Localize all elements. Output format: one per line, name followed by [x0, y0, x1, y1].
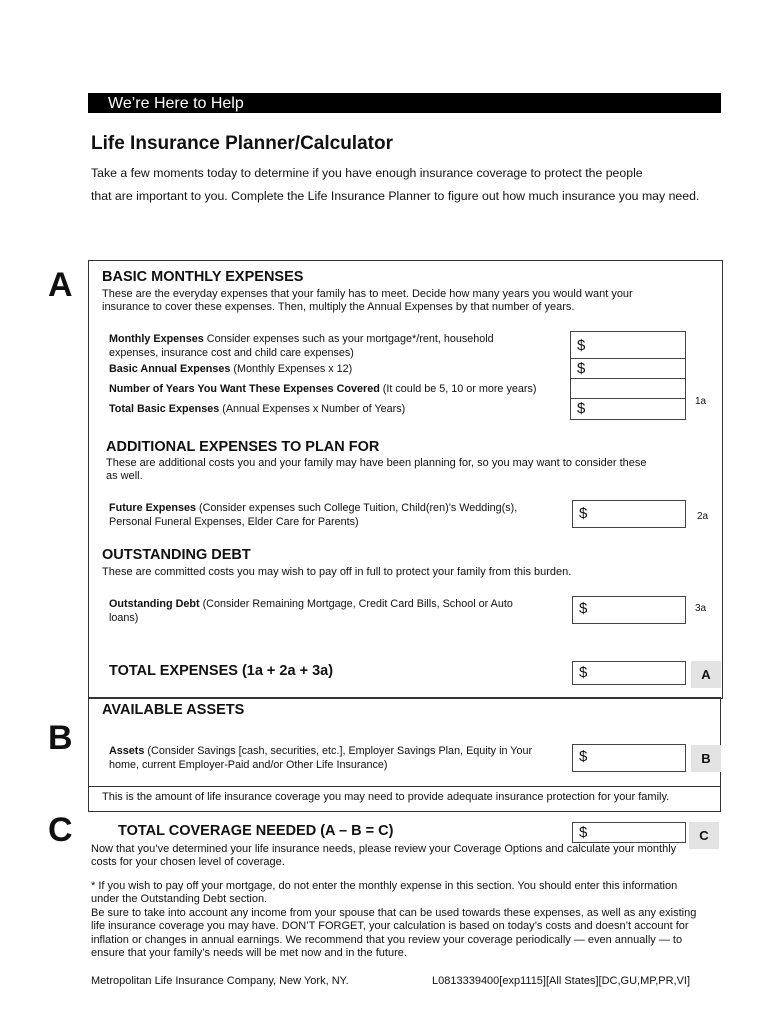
total-expenses-input[interactable]: $: [572, 661, 686, 685]
monthly-expenses-desc: Consider expenses such as your mortgage*/rent, household: [203, 333, 494, 345]
basic-expenses-input-group: [570, 331, 686, 420]
annual-expenses-label: Basic Annual Expenses: [109, 363, 231, 375]
tag-b: B: [691, 745, 721, 772]
annual-expenses-input[interactable]: $: [571, 359, 685, 379]
basic-expenses-heading: BASIC MONTHLY EXPENSES: [102, 269, 304, 285]
footer-code: L0813339400[exp1115][All States][DC,GU,MP,PR,VI]: [432, 975, 691, 987]
basic-desc-1: These are the everyday expenses that your family has to meet. Decide how many years you would want your: [102, 288, 633, 300]
footnote-line-2: under the Outstanding Debt section.: [91, 893, 268, 906]
section-letter-c: C: [48, 811, 73, 849]
monthly-expenses-desc-2: expenses, insurance cost and child care expenses): [109, 347, 354, 359]
basic-desc-2: insurance to cover these expenses. Then, multiply the Annual Expenses by that number of years.: [102, 301, 575, 313]
page-title: Life Insurance Planner/Calculator: [91, 133, 393, 154]
years-covered-label: Number of Years You Want These Expenses Covered: [109, 383, 380, 395]
footnote-line-4: life insurance coverage you may have. DON’T FORGET, your calculation is based on today’s costs and doesn’t account for: [91, 920, 689, 933]
coverage-options-desc-1: Now that you’ve determined your life insurance needs, please review your Coverage Options and calculate your monthly: [91, 843, 677, 855]
annual-expenses-desc: (Monthly Expenses x 12): [230, 363, 353, 375]
banner-text: We’re Here to Help: [108, 95, 244, 112]
footnote-line-5: inflation or changes in annual earnings. We recommend that you review your coverage periodically — even annually — to: [91, 933, 683, 946]
future-expenses-label: Future Expenses: [109, 502, 197, 514]
additional-desc-2: as well.: [106, 470, 143, 482]
section-letter-b: B: [48, 719, 73, 757]
assets-label: Assets: [109, 745, 145, 757]
total-coverage-input[interactable]: $: [572, 822, 686, 843]
outstanding-debt-input[interactable]: $: [572, 596, 686, 624]
outstanding-debt-heading: OUTSTANDING DEBT: [102, 547, 251, 563]
monthly-expenses-input[interactable]: $: [571, 332, 685, 359]
ref-2a: 2a: [697, 511, 709, 522]
years-covered-input[interactable]: [571, 379, 685, 399]
years-covered-desc: (It could be 5, 10 or more years): [379, 383, 537, 395]
future-expenses-text: [109, 501, 517, 515]
coverage-note: This is the amount of life insurance coverage you may need to provide adequate insurance protection for your family.: [102, 791, 670, 803]
outstanding-debt-desc: These are committed costs you may wish to pay off in full to protect your family from this burden.: [102, 566, 572, 578]
coverage-options-desc-2: costs for your chosen level of coverage.: [91, 856, 285, 868]
intro-line-2: that are important to you. Complete the Life Insurance Planner to figure out how much insurance you may need.: [91, 189, 700, 203]
footnote-line-3: Be sure to take into account any income from your spouse that can be used towards these expenses, as well as any existing: [91, 906, 697, 919]
future-expenses-desc-2: Personal Funeral Expenses, Elder Care for Parents): [109, 516, 359, 528]
future-expenses-desc: (Consider expenses such College Tuition, Child(ren)’s Wedding(s),: [196, 502, 518, 514]
additional-expenses-heading: ADDITIONAL EXPENSES TO PLAN FOR: [106, 439, 380, 455]
available-assets-heading: AVAILABLE ASSETS: [102, 702, 245, 718]
footnote: [91, 880, 721, 960]
outstanding-debt-row-desc: (Consider Remaining Mortgage, Credit Card Bills, School or Auto: [199, 598, 513, 610]
ref-3a: 3a: [695, 603, 707, 614]
section-b-divider: [88, 786, 720, 787]
future-expenses-input[interactable]: $: [572, 500, 686, 528]
intro-line-1: Take a few moments today to determine if you have enough insurance coverage to protect the people: [91, 166, 643, 180]
total-expenses-label: TOTAL EXPENSES (1a + 2a + 3a): [109, 663, 334, 679]
annual-expenses-text: [109, 362, 352, 376]
footer-company: Metropolitan Life Insurance Company, New York, NY.: [91, 975, 349, 987]
assets-text: [109, 744, 532, 758]
outstanding-debt-text: [109, 597, 513, 611]
outstanding-debt-desc-2: loans): [109, 612, 139, 624]
total-basic-input[interactable]: $: [577, 400, 586, 417]
section-letter-a: A: [48, 266, 73, 304]
total-basic-label: Total Basic Expenses: [109, 403, 220, 415]
tag-c: C: [689, 822, 719, 849]
assets-desc: (Consider Savings [cash, securities, etc.], Employer Savings Plan, Equity in Your: [144, 745, 533, 757]
section-a-frame: [88, 260, 723, 699]
monthly-expenses-text: [109, 332, 494, 346]
additional-desc-1: These are additional costs you and your family may have been planning for, so you may want to consider these: [106, 457, 647, 469]
tag-a: A: [691, 661, 721, 688]
footnote-line-1: * If you wish to pay off your mortgage, do not enter the monthly expense in this section. You should enter this information: [91, 880, 678, 892]
outstanding-debt-label: Outstanding Debt: [109, 598, 200, 610]
assets-desc-2: home, current Employer-Paid and/or Other Life Insurance): [109, 759, 388, 771]
total-coverage-label: TOTAL COVERAGE NEEDED (A – B = C): [118, 823, 394, 839]
footnote-line-6: ensure that your family’s needs will be met now and in the future.: [91, 947, 407, 960]
total-basic-text: [109, 402, 405, 416]
header-banner: [88, 93, 721, 113]
monthly-expenses-label: Monthly Expenses: [109, 333, 204, 345]
ref-1a: 1a: [695, 396, 707, 407]
assets-input[interactable]: $: [572, 744, 686, 772]
years-covered-text: [109, 382, 536, 396]
total-basic-desc: (Annual Expenses x Number of Years): [219, 403, 406, 415]
